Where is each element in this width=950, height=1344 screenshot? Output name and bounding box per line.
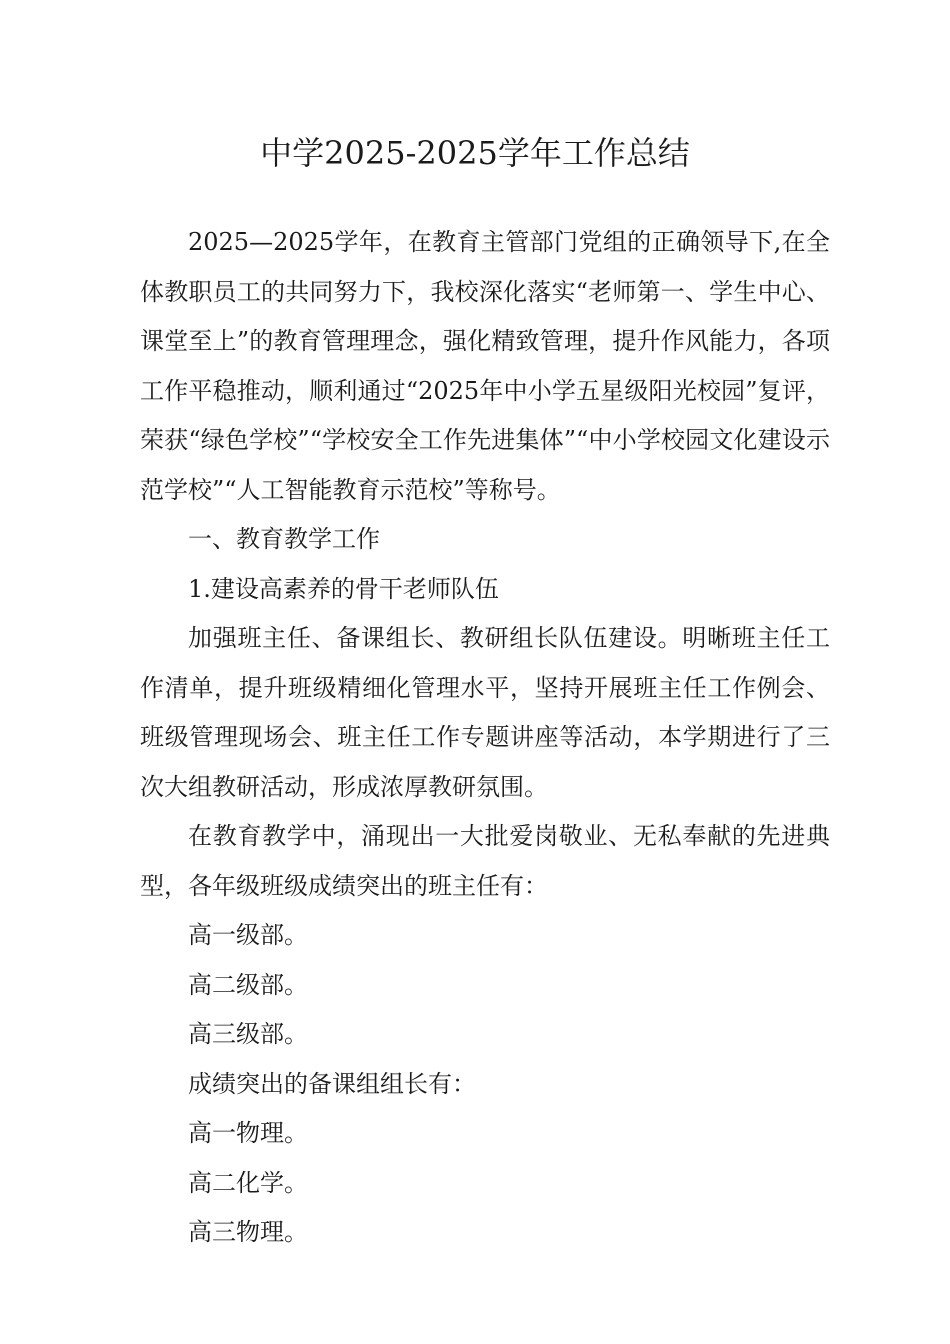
list-item: 高一物理。 <box>188 1119 308 1147</box>
list-item: 高三物理。 <box>188 1218 308 1246</box>
document-title: 中学2025-2025学年工作总结 <box>260 134 690 172</box>
subsection-heading-teachers: 1.建设高素养的骨干老师队伍 <box>188 574 499 603</box>
outstanding-teachers-paragraph: 在教育教学中，涌现出一大批爱岗敬业、无私奉献的先进典型，各年级班级成绩突出的班主任有： <box>140 822 830 900</box>
list-item: 高三级部。 <box>188 1020 308 1048</box>
list-item: 高一级部。 <box>188 921 308 949</box>
list-item: 高二级部。 <box>188 970 308 999</box>
list-item: 高二化学。 <box>188 1168 308 1197</box>
teacher-team-paragraph: 加强班主任、备课组长、教研组长队伍建设。明晰班主任工作清单，提升班级精细化管理水平，坚持开展班主任工作例会、班级管理现场会、班主任工作专题讲座等活动，本学期进行了三次大组教研活动，形成浓厚教研氛围。 <box>140 624 830 801</box>
document-body <box>140 218 830 1258</box>
intro-paragraph: 2025—2025学年，在教育主管部门党组的正确领导下,在全体教职员工的共同努力下，我校深化落实“老师第一、学生中心、课堂至上”的教育管理理念，强化精致管理，提升作风能力，各项工作平稳推动，顺利通过“2025年中小学五星级阳光校园”复评，荣获“绿色学校”“学校安全工作先进集体”“中小学校园文化建设示范学校”“人工智能教育示范校”等称号。 <box>140 228 830 504</box>
group-leaders-heading: 成绩突出的备课组组长有： <box>188 1069 476 1098</box>
section-heading-education: 一、教育教学工作 <box>188 525 380 553</box>
